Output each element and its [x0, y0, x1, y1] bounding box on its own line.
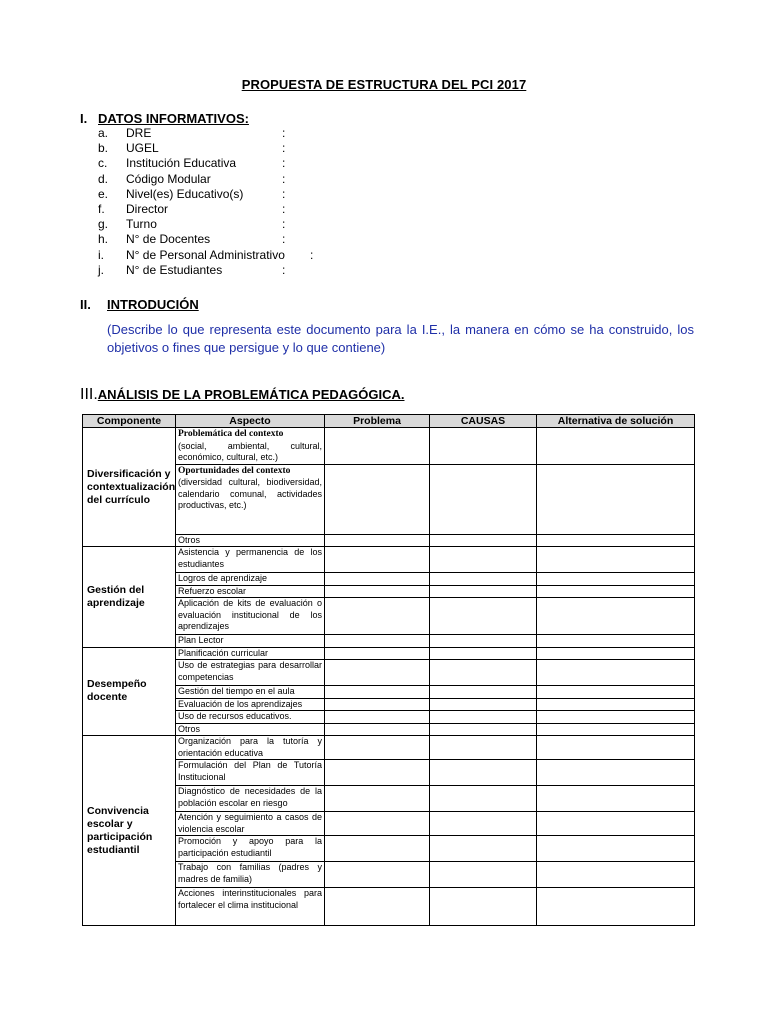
info-item-label: N° de Personal Administrativo	[126, 247, 285, 262]
causas-cell[interactable]	[430, 660, 537, 686]
aspect-text: Diagnóstico de necesidades de la población escolar en riesgo	[178, 786, 322, 808]
section-number: III.	[80, 386, 98, 403]
alternativa-cell[interactable]	[537, 573, 695, 586]
aspect-cell	[176, 812, 325, 836]
info-item-letter: c.	[98, 156, 108, 171]
alternativa-cell[interactable]	[537, 464, 695, 534]
causas-cell[interactable]	[430, 888, 537, 926]
info-item-colon: :	[282, 201, 286, 216]
component-cell: Desempeño docente	[83, 647, 176, 736]
problema-cell[interactable]	[325, 660, 430, 686]
causas-cell[interactable]	[430, 598, 537, 635]
aspect-cell	[176, 698, 325, 711]
problema-cell[interactable]	[325, 698, 430, 711]
info-item-label: UGEL	[126, 141, 159, 156]
causas-cell[interactable]	[430, 428, 537, 465]
problema-cell[interactable]	[325, 711, 430, 724]
problema-cell[interactable]	[325, 598, 430, 635]
alternativa-cell[interactable]	[537, 635, 695, 648]
aspect-text: Uso de recursos educativos.	[178, 711, 292, 721]
table-row	[83, 647, 695, 660]
info-item-letter: j.	[98, 262, 104, 277]
causas-cell[interactable]	[430, 635, 537, 648]
intro-note: (Describe lo que representa este documento para la I.E., la manera en cómo se ha construido, los objetivos o fines que persigue y lo que contiene)	[107, 322, 694, 355]
problema-cell[interactable]	[325, 786, 430, 812]
causas-cell[interactable]	[430, 464, 537, 534]
causas-cell[interactable]	[430, 686, 537, 699]
aspect-cell	[176, 888, 325, 926]
alternativa-cell[interactable]	[537, 812, 695, 836]
causas-cell[interactable]	[430, 647, 537, 660]
problema-cell[interactable]	[325, 888, 430, 926]
info-item-label: Nivel(es) Educativo(s)	[126, 186, 244, 201]
info-item-letter: b.	[98, 141, 109, 156]
aspect-cell	[176, 760, 325, 786]
problema-cell[interactable]	[325, 428, 430, 465]
table-header-row	[83, 415, 695, 428]
table-row	[83, 736, 695, 760]
problema-cell[interactable]	[325, 723, 430, 736]
alternativa-cell[interactable]	[537, 786, 695, 812]
aspect-text: Otros	[178, 534, 201, 545]
aspect-cell	[176, 547, 325, 573]
alternativa-cell[interactable]	[537, 888, 695, 926]
section-heading: INTRODUCIÓN	[107, 297, 199, 312]
alternativa-cell[interactable]	[537, 647, 695, 660]
causas-cell[interactable]	[430, 573, 537, 586]
aspect-text: (social, ambiental, cultural, económico, cultural, etc.)	[178, 440, 322, 462]
aspect-cell	[176, 573, 325, 586]
alternativa-cell[interactable]	[537, 534, 695, 547]
info-item-colon: :	[282, 156, 286, 171]
aspect-text: Aplicación de kits de evaluación o evaluación institucional de los aprendizajes	[178, 598, 322, 631]
header-alternativa: Alternativa de solución	[537, 415, 695, 428]
section-introduccion	[80, 297, 199, 312]
info-item-letter: h.	[98, 232, 109, 247]
aspect-text: Uso de estrategias para desarrollar competencias	[178, 660, 322, 682]
alternativa-cell[interactable]	[537, 547, 695, 573]
problema-cell[interactable]	[325, 736, 430, 760]
alternativa-cell[interactable]	[537, 711, 695, 724]
header-problema: Problema	[325, 415, 430, 428]
aspect-cell	[176, 464, 325, 534]
problema-cell[interactable]	[325, 635, 430, 648]
info-item-letter: a.	[98, 126, 109, 140]
aspect-text: Atención y seguimiento a casos de violencia escolar	[178, 812, 322, 834]
alternativa-cell[interactable]	[537, 698, 695, 711]
aspect-text: (diversidad cultural, biodiversidad, calendario comunal, actividades productivas, etc.)	[178, 477, 322, 510]
info-item-label: Institución Educativa	[126, 156, 237, 171]
causas-cell[interactable]	[430, 534, 537, 547]
info-item-colon: :	[282, 217, 286, 232]
aspect-cell	[176, 686, 325, 699]
aspect-cell	[176, 723, 325, 736]
alternativa-cell[interactable]	[537, 428, 695, 465]
problema-cell[interactable]	[325, 836, 430, 862]
causas-cell[interactable]	[430, 862, 537, 888]
alternativa-cell[interactable]	[537, 760, 695, 786]
alternativa-cell[interactable]	[537, 736, 695, 760]
alternativa-cell[interactable]	[537, 862, 695, 888]
aspect-text: Gestión del tiempo en el aula	[178, 686, 295, 696]
problema-cell[interactable]	[325, 547, 430, 573]
causas-cell[interactable]	[430, 836, 537, 862]
section-heading: DATOS INFORMATIVOS:	[98, 111, 249, 126]
section-number: II.	[80, 297, 91, 312]
aspect-cell	[176, 660, 325, 686]
alternativa-cell[interactable]	[537, 660, 695, 686]
aspect-text: Planificación curricular	[178, 647, 269, 658]
aspect-cell	[176, 711, 325, 724]
alternativa-cell[interactable]	[537, 836, 695, 862]
info-item-colon: :	[282, 141, 286, 156]
alternativa-cell[interactable]	[537, 598, 695, 635]
aspect-text: Acciones interinstitucionales para fortalecer el clima institucional	[178, 888, 322, 910]
section-number: I.	[80, 111, 88, 126]
causas-cell[interactable]	[430, 723, 537, 736]
header-componente: Componente	[83, 415, 176, 428]
aspect-cell	[176, 647, 325, 660]
info-item-label: N° de Estudiantes	[126, 262, 223, 277]
info-item-label: N° de Docentes	[126, 232, 211, 247]
aspect-cell	[176, 635, 325, 648]
causas-cell[interactable]	[430, 812, 537, 836]
info-item-letter: e.	[98, 186, 109, 201]
aspect-text: Formulación del Plan de Tutoría Institucional	[178, 760, 322, 782]
table-row	[83, 547, 695, 573]
aspect-text: Trabajo con familias (padres y madres de familia)	[178, 862, 322, 884]
info-item-colon: :	[282, 126, 286, 140]
component-cell: Convivencia escolar y participación estudiantil	[83, 736, 176, 926]
info-item-label: Director	[126, 201, 169, 216]
alternativa-cell[interactable]	[537, 723, 695, 736]
aspect-cell	[176, 862, 325, 888]
causas-cell[interactable]	[430, 698, 537, 711]
info-item-letter: d.	[98, 171, 109, 186]
problema-cell[interactable]	[325, 812, 430, 836]
aspect-cell	[176, 736, 325, 760]
causas-cell[interactable]	[430, 585, 537, 598]
causas-cell[interactable]	[430, 711, 537, 724]
section-heading: ANÁLISIS DE LA PROBLEMÁTICA PEDAGÓGICA.	[97, 387, 405, 402]
table-row	[83, 428, 695, 465]
aspect-title: Problemática del contexto	[178, 429, 284, 439]
aspect-cell	[176, 598, 325, 635]
alternativa-cell[interactable]	[537, 585, 695, 598]
aspect-text: Promoción y apoyo para la participación estudiantil	[178, 836, 322, 858]
aspect-text: Logros de aprendizaje	[178, 573, 268, 583]
info-item-label: Código Modular	[126, 171, 211, 186]
aspect-text: Plan Lector	[178, 635, 224, 645]
causas-cell[interactable]	[430, 786, 537, 812]
problema-cell[interactable]	[325, 862, 430, 888]
header-causas: CAUSAS	[430, 415, 537, 428]
alternativa-cell[interactable]	[537, 686, 695, 699]
aspect-title: Oportunidades del contexto	[178, 465, 291, 476]
info-item-colon: :	[282, 186, 286, 201]
aspect-cell	[176, 786, 325, 812]
aspect-text: Asistencia y permanencia de los estudiantes	[178, 547, 322, 569]
info-item-colon: :	[310, 247, 314, 262]
info-item-label: Turno	[126, 217, 157, 232]
aspect-cell	[176, 534, 325, 547]
aspect-cell	[176, 428, 325, 465]
causas-cell[interactable]	[430, 736, 537, 760]
problema-cell[interactable]	[325, 686, 430, 699]
causas-cell[interactable]	[430, 760, 537, 786]
problema-cell[interactable]	[325, 647, 430, 660]
info-item-colon: :	[282, 262, 286, 277]
problematica-table	[82, 414, 695, 926]
header-aspecto: Aspecto	[176, 415, 325, 428]
problema-cell[interactable]	[325, 464, 430, 534]
causas-cell[interactable]	[430, 547, 537, 573]
problema-cell[interactable]	[325, 534, 430, 547]
info-item-letter: f.	[98, 201, 105, 216]
problema-cell[interactable]	[325, 585, 430, 598]
info-item-colon: :	[282, 232, 286, 247]
aspect-text: Refuerzo escolar	[178, 585, 247, 596]
info-item-letter: g.	[98, 217, 109, 232]
info-item-colon: :	[282, 171, 286, 186]
aspect-cell	[176, 585, 325, 598]
section-datos-informativos	[80, 111, 249, 126]
aspect-text: Evaluación de los aprendizajes	[178, 698, 303, 709]
page-title: PROPUESTA DE ESTRUCTURA DEL PCI 2017	[241, 77, 527, 92]
component-cell: Diversificación y contextualización del currículo	[83, 428, 176, 547]
problema-cell[interactable]	[325, 760, 430, 786]
component-cell: Gestión del aprendizaje	[83, 547, 176, 648]
aspect-text: Otros	[178, 723, 201, 734]
aspect-cell	[176, 836, 325, 862]
aspect-text: Organización para la tutoría y orientación educativa	[178, 736, 322, 758]
info-item-letter: i.	[98, 247, 104, 262]
problema-cell[interactable]	[325, 573, 430, 586]
info-item-label: DRE	[126, 126, 152, 140]
section-analisis	[80, 386, 405, 404]
